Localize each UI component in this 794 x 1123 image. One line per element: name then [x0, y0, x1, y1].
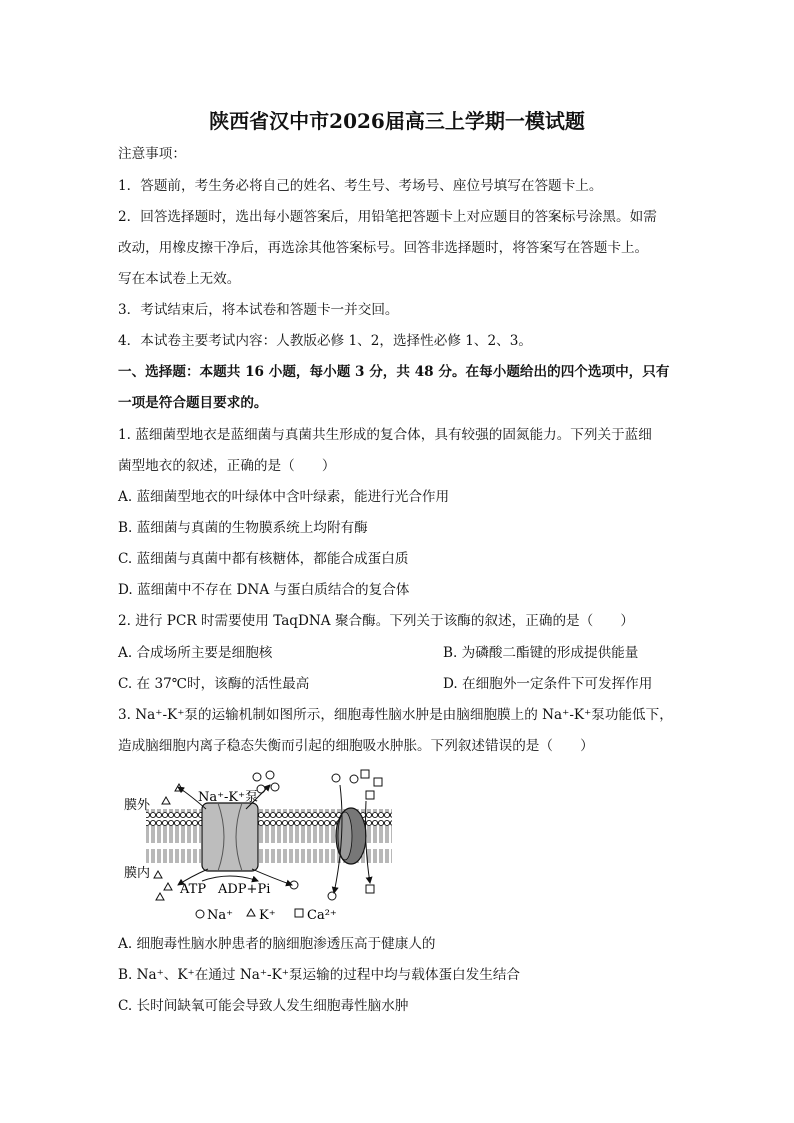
q1-option-a: A. 蓝细菌型地衣的叶绿体中含叶绿素，能进行光合作用: [118, 489, 450, 505]
na-ion-icon: [196, 910, 204, 918]
na-ion-icon: [271, 783, 279, 791]
na-ion-icon: [253, 773, 261, 781]
question-3-stem: 3. Na⁺-K⁺泵的运输机制如图所示，细胞毒性脑水肿是由脑细胞膜上的 Na⁺-K⁺泵功能低下，: [118, 707, 673, 723]
arrow: [202, 876, 258, 881]
k-ion-icon: [154, 871, 162, 878]
q2-option-d: D. 在细胞外一定条件下可发挥作用: [443, 676, 653, 692]
q1-option-c: C. 蓝细菌与真菌中都有核糖体，都能合成蛋白质: [118, 551, 409, 567]
q3-option-b: B. Na⁺、K⁺在通过 Na⁺-K⁺泵运输的过程中均与载体蛋白发生结合: [118, 967, 521, 983]
q1-option-d: D. 蓝细菌中不存在 DNA 与蛋白质结合的复合体: [118, 582, 410, 598]
k-ion-icon: [156, 893, 164, 900]
k-ion-icon: [247, 909, 255, 916]
ca-ion-icon: [295, 909, 303, 917]
notice-item: 3．考试结束后，将本试卷和答题卡一并交回。: [118, 302, 399, 318]
inside-label: 膜内: [124, 866, 151, 881]
question-1-stem-cont: 菌型地衣的叙述，正确的是（ ）: [118, 458, 336, 474]
pump-protein: [202, 803, 258, 871]
q3-option-c: C. 长时间缺氧可能会导致人发生细胞毒性脑水肿: [118, 998, 409, 1014]
question-1-stem: 1. 蓝细菌型地衣是蓝细菌与真菌共生形成的复合体，具有较强的固氮能力。下列关于蓝细: [118, 427, 652, 443]
k-ion-icon: [162, 797, 170, 804]
ca-ion-icon: [374, 778, 382, 786]
notice-item: 2．回答选择题时，选出每小题答案后，用铅笔把答题卡上对应题目的答案标号涂黑。如需: [118, 209, 657, 225]
notice-item: 4．本试卷主要考试内容：人教版必修 1、2，选择性必修 1、2、3。: [118, 333, 532, 349]
na-ion-icon: [328, 892, 336, 900]
legend-na: Na⁺: [207, 908, 233, 923]
pump-label: Na⁺-K⁺泵: [198, 790, 258, 805]
ca-ion-icon: [366, 791, 374, 799]
notice-heading: 注意事项：: [118, 146, 186, 162]
adp-label: ADP+Pi: [218, 882, 271, 897]
figure-legend: [196, 908, 337, 923]
atp-label: ATP: [180, 882, 207, 897]
legend-ca: Ca²⁺: [307, 908, 337, 923]
k-ion-icon: [164, 883, 172, 890]
outside-label: 膜外: [124, 798, 151, 813]
section-heading: 一、选择题：本题共 16 小题，每小题 3 分，共 48 分。在每小题给出的四个选项中，只有: [118, 364, 670, 380]
q3-option-a: A. 细胞毒性脑水肿患者的脑细胞渗透压高于健康人的: [118, 936, 436, 952]
question-3-stem-cont: 造成脑细胞内离子稳态失衡而引起的细胞吸水肿胀。下列叙述错误的是（ ）: [118, 738, 594, 754]
section-heading-cont: 一项是符合题目要求的。: [118, 395, 268, 411]
page-title: 陕西省汉中市2026届高三上学期一模试题: [209, 109, 585, 133]
ca-ion-icon: [361, 770, 369, 778]
question-2-stem: 2. 进行 PCR 时需要使用 TaqDNA 聚合酶。下列关于该酶的叙述，正确的是（ ）: [118, 613, 635, 629]
q2-option-b: B. 为磷酸二酯键的形成提供能量: [443, 645, 639, 661]
notice-item: 1．答题前，考生务必将自己的姓名、考生号、考场号、座位号填写在答题卡上。: [118, 178, 603, 194]
na-ion-icon: [266, 771, 274, 779]
legend-k: K⁺: [259, 908, 276, 923]
ca-ion-icon: [366, 885, 374, 893]
channel-protein: [336, 808, 366, 864]
q2-option-a: A. 合成场所主要是细胞核: [118, 645, 273, 661]
na-k-pump-figure: [120, 765, 410, 925]
q2-option-c: C. 在 37℃时，该酶的活性最高: [118, 676, 310, 692]
notice-item: 写在本试卷上无效。: [118, 271, 241, 287]
na-ion-icon: [350, 775, 358, 783]
notice-item: 改动，用橡皮擦干净后，再选涂其他答案标号。回答非选择题时，将答案写在答题卡上。: [118, 240, 649, 256]
q1-option-b: B. 蓝细菌与真菌的生物膜系统上均附有酶: [118, 520, 368, 536]
na-ion-icon: [332, 774, 340, 782]
